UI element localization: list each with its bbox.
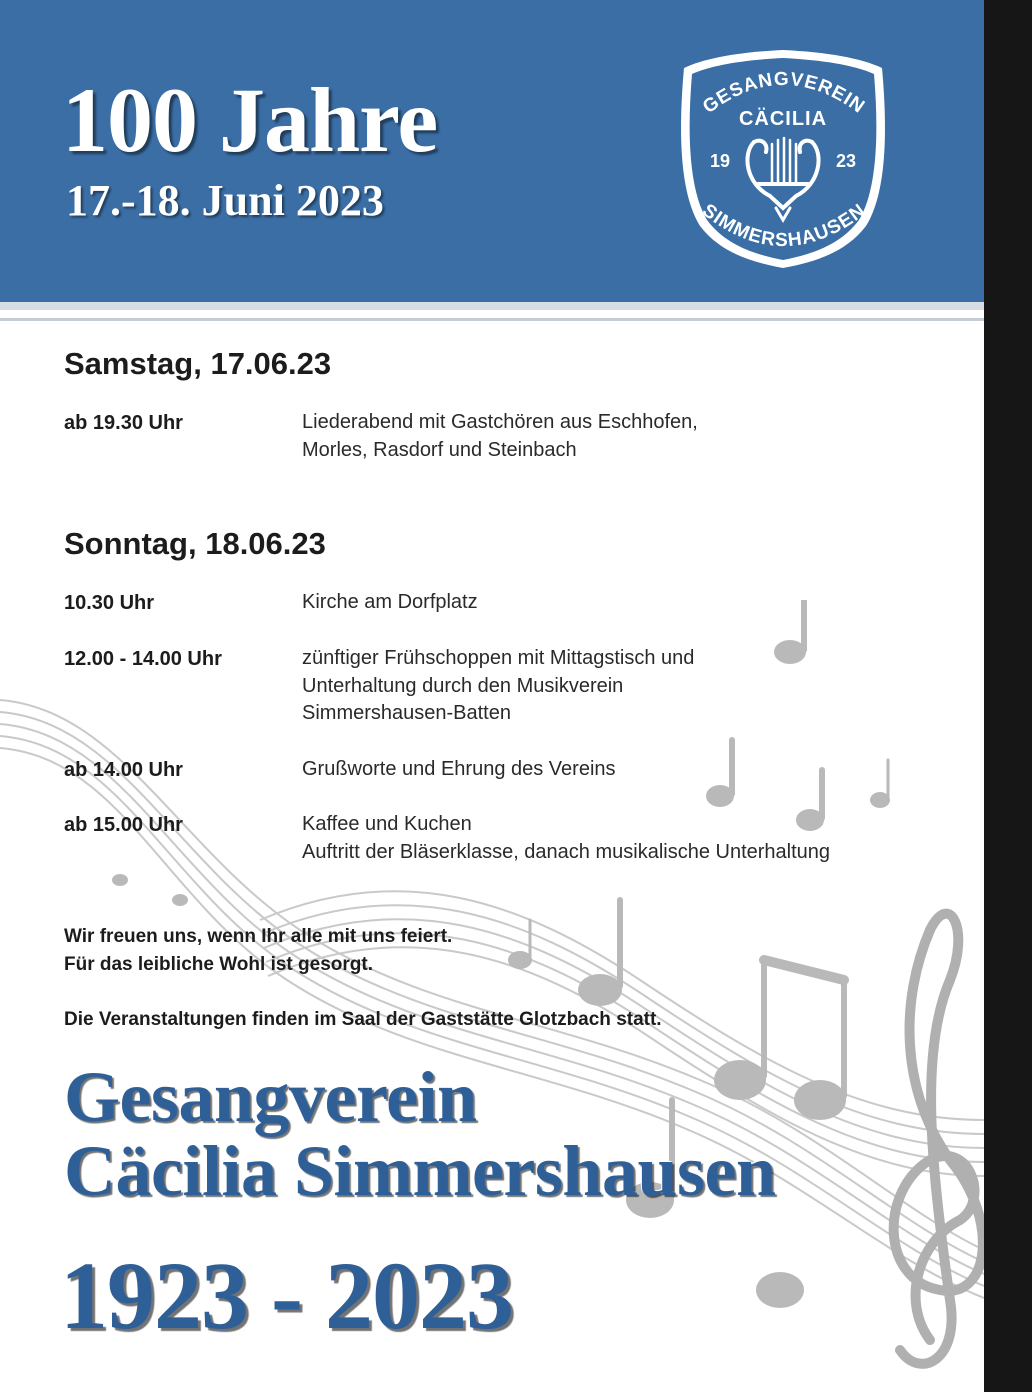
sunday-event-time: 10.30 Uhr xyxy=(64,592,155,614)
logo-bottom-text: SIMMERSHAUSEN xyxy=(698,199,870,252)
anniversary-title: 100 Jahre xyxy=(62,69,438,171)
saturday-event-time: ab 19.30 Uhr xyxy=(64,412,183,434)
food-note: Für das leibliche Wohl ist gesorgt. xyxy=(64,954,373,975)
club-name-line2: Cäcilia Simmershausen xyxy=(64,1131,776,1211)
anniversary-years: 1923 - 2023 xyxy=(60,1242,513,1349)
venue-note: Die Veranstaltungen finden im Saal der Gaststätte Glotzbach statt. xyxy=(64,1009,662,1030)
sunday-event-desc: zünftiger Frühschoppen mit Mittagstisch und Unterhaltung durch den Musikverein Simmershausen-Batten xyxy=(302,647,695,724)
sunday-event-time: ab 15.00 Uhr xyxy=(64,814,183,836)
saturday-heading: Samstag, 17.06.23 xyxy=(64,346,332,381)
sunday-heading: Sonntag, 18.06.23 xyxy=(64,526,326,561)
sunday-event-desc: Kaffee und Kuchen Auftritt der Bläserklasse, danach musikalische Unterhaltung xyxy=(302,813,831,863)
sunday-event-desc: Grußworte und Ehrung des Vereins xyxy=(302,758,616,780)
sunday-event-time: ab 14.00 Uhr xyxy=(64,759,183,781)
saturday-event-desc: Liederabend mit Gastchören aus Eschhofen, Morles, Rasdorf und Steinbach xyxy=(302,411,698,461)
club-name-line1: Gesangverein xyxy=(64,1057,477,1137)
logo-top-text: GESANGVEREIN xyxy=(699,68,869,119)
logo-year-left: 19 xyxy=(709,151,731,171)
sunday-event-desc: Kirche am Dorfplatz xyxy=(302,591,478,613)
event-dates: 17.-18. Juni 2023 xyxy=(66,176,384,225)
logo-year-right: 23 xyxy=(835,151,857,171)
welcome-note: Wir freuen uns, wenn Ihr alle mit uns feiert. xyxy=(64,926,453,947)
dark-side-strip xyxy=(984,0,1032,1392)
logo-middle-text: CÄCILIA xyxy=(738,108,828,130)
club-name xyxy=(64,1057,776,1211)
sunday-event-time: 12.00 - 14.00 Uhr xyxy=(64,648,222,670)
